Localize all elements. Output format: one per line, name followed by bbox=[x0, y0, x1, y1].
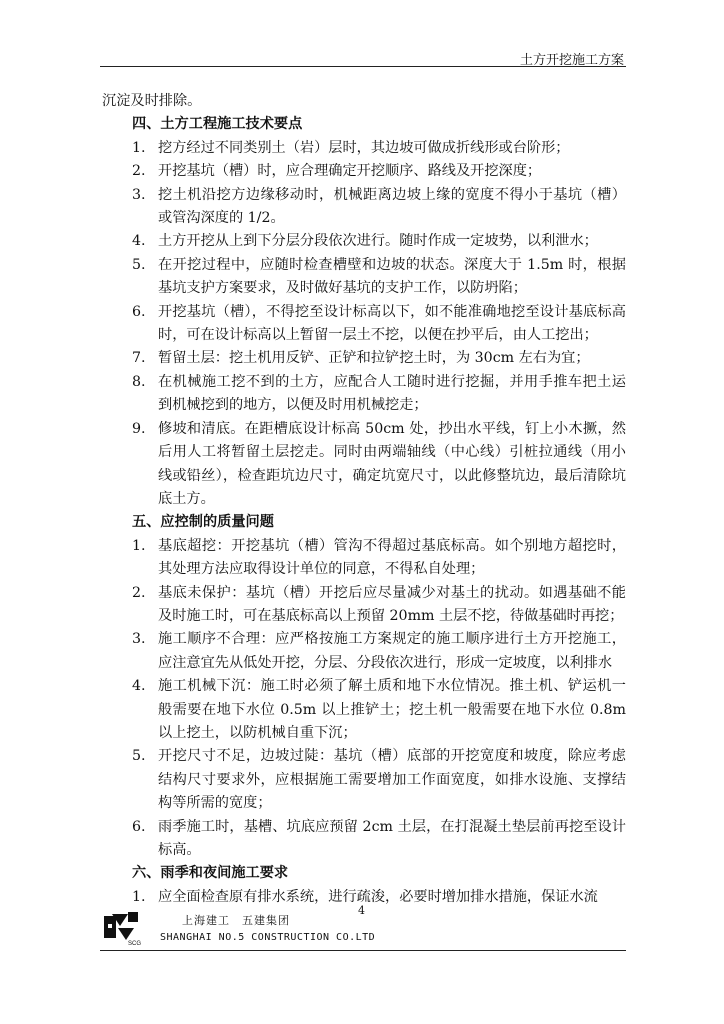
list-item-number: 5. bbox=[132, 256, 146, 273]
list-item bbox=[102, 184, 626, 231]
list-item-number: 9. bbox=[132, 420, 146, 437]
list-item-number: 5. bbox=[132, 748, 146, 765]
list-item-number: 3. bbox=[132, 631, 146, 648]
list-item bbox=[102, 582, 626, 629]
list-item-text: 开挖尺寸不足，边坡过陡：基坑（槽）底部的开挖宽度和坡度，除应考虑结构尺寸要求外，应根据施工需要增加工作面宽度，如排水设施、支撑结构等所需的宽度； bbox=[158, 748, 626, 812]
list-item-number: 1. bbox=[132, 537, 146, 554]
list-item-number: 3. bbox=[132, 186, 146, 203]
list-item-text: 开挖基坑（槽），不得挖至设计标高以下，如不能准确地挖至设计基底标高时，可在设计标高以上暂留一层土不挖，以便在抄平后，由人工挖出； bbox=[158, 303, 626, 344]
list-item bbox=[102, 160, 626, 183]
section-heading: 五、应控制的质量问题 bbox=[132, 514, 274, 531]
company-name-en: SHANGHAI NO.5 CONSTRUCTION CO.LTD bbox=[160, 932, 376, 943]
logo-text: SCG bbox=[128, 941, 142, 946]
list-item-text: 修坡和清底。在距槽底设计标高 50cm 处，抄出水平线，钉上小木撅，然后用人工将暂留土层挖走。同时由两端轴线（中心线）引桩拉通线（用小线或铅丝），检查距坑边尺寸，确定坑宽尺寸，以此修整坑边，最后清除坑底土方。 bbox=[158, 420, 626, 507]
company-logo bbox=[104, 910, 148, 946]
list-item bbox=[102, 137, 626, 160]
list-item-text: 应全面检查原有排水系统，进行疏浚，必要时增加排水措施，保证水流 bbox=[158, 888, 598, 905]
list-item-text: 雨季施工时，基槽、坑底应预留 2cm 土层，在打混凝土垫层前再挖至设计标高。 bbox=[158, 818, 626, 858]
list-item bbox=[102, 628, 626, 675]
list-item-number: 2. bbox=[132, 584, 146, 601]
header-title: 土方开挖施工方案 bbox=[519, 53, 624, 68]
list-item-text: 在机械施工挖不到的土方，应配合人工随时进行挖掘，并用手推车把土运到机械挖到的地方，以便及时用机械挖走； bbox=[158, 373, 626, 414]
list-item-number: 4. bbox=[132, 678, 146, 695]
page-number: 4 bbox=[358, 904, 365, 917]
list-item-text: 开挖基坑（槽）时，应合理确定开挖顺序、路线及开挖深度； bbox=[158, 163, 542, 180]
intro-text: 沉淀及时排除。 bbox=[102, 93, 202, 109]
list-item-number: 6. bbox=[132, 303, 146, 320]
list-item-text: 暂留土层：挖土机用反铲、正铲和拉铲挖土时，为 30cm 左右为宜； bbox=[158, 350, 590, 367]
list-item bbox=[102, 745, 626, 815]
section-heading: 六、雨季和夜间施工要求 bbox=[132, 865, 289, 882]
list-item bbox=[102, 371, 626, 418]
list-item-number: 4. bbox=[132, 233, 146, 250]
document-body bbox=[102, 90, 626, 909]
list-item bbox=[102, 230, 626, 253]
list-item bbox=[102, 347, 626, 370]
list-item-number: 8. bbox=[132, 373, 146, 390]
sections-container bbox=[102, 113, 626, 909]
list-item bbox=[102, 254, 626, 301]
list-item-number: 6. bbox=[132, 818, 146, 835]
list-item bbox=[102, 535, 626, 582]
list-item bbox=[102, 675, 626, 745]
footer-rule bbox=[100, 950, 626, 951]
list-item bbox=[102, 301, 626, 348]
list-item-number: 7. bbox=[132, 350, 146, 367]
list-item bbox=[102, 816, 626, 863]
list-item-number: 2. bbox=[132, 163, 146, 180]
list-item-text: 在开挖过程中，应随时检查槽壁和边坡的状态。深度大于 1.5m 时，根据基坑支护方案要求，及时做好基坑的支护工作，以防坍陷； bbox=[158, 256, 626, 297]
list-item-text: 基底未保护：基坑（槽）开挖后应尽量减少对基土的扰动。如遇基础不能及时施工时，可在基底标高以上预留 20mm 土层不挖，待做基础时再挖； bbox=[158, 584, 626, 624]
list-item-text: 基底超挖：开挖基坑（槽）管沟不得超过基底标高。如个别地方超挖时，其处理方法应取得设计单位的同意，不得私自处理； bbox=[158, 537, 626, 578]
list-item-number: 1. bbox=[132, 139, 146, 156]
list-item-text: 挖土机沿挖方边缘移动时，机械距离边坡上缘的宽度不得小于基坑（槽）或管沟深度的 1/2。 bbox=[158, 186, 626, 227]
header-rule bbox=[100, 66, 626, 67]
list-item-text: 土方开挖从上到下分层分段依次进行。随时作成一定坡势，以利泄水； bbox=[158, 233, 598, 250]
company-name-cn: 上海建工 五建集团 bbox=[182, 914, 290, 927]
list-item-text: 施工机械下沉：施工时必须了解土质和地下水位情况。推土机、铲运机一般需要在地下水位 0.5m 以上推铲土；挖土机一般需要在地下水位 0.8m 以上挖土，以防机械自重下沉； bbox=[158, 678, 626, 741]
list-item bbox=[102, 418, 626, 512]
list-item-text: 挖方经过不同类别土（岩）层时，其边坡可做成折线形或台阶形； bbox=[158, 139, 570, 156]
list-item-number: 1. bbox=[132, 888, 146, 905]
list-item-text: 施工顺序不合理：应严格按施工方案规定的施工顺序进行土方开挖施工，应注意宜先从低处开挖，分层、分段依次进行，形成一定坡度，以利排水 bbox=[158, 631, 626, 671]
section-heading: 四、土方工程施工技术要点 bbox=[132, 116, 303, 133]
